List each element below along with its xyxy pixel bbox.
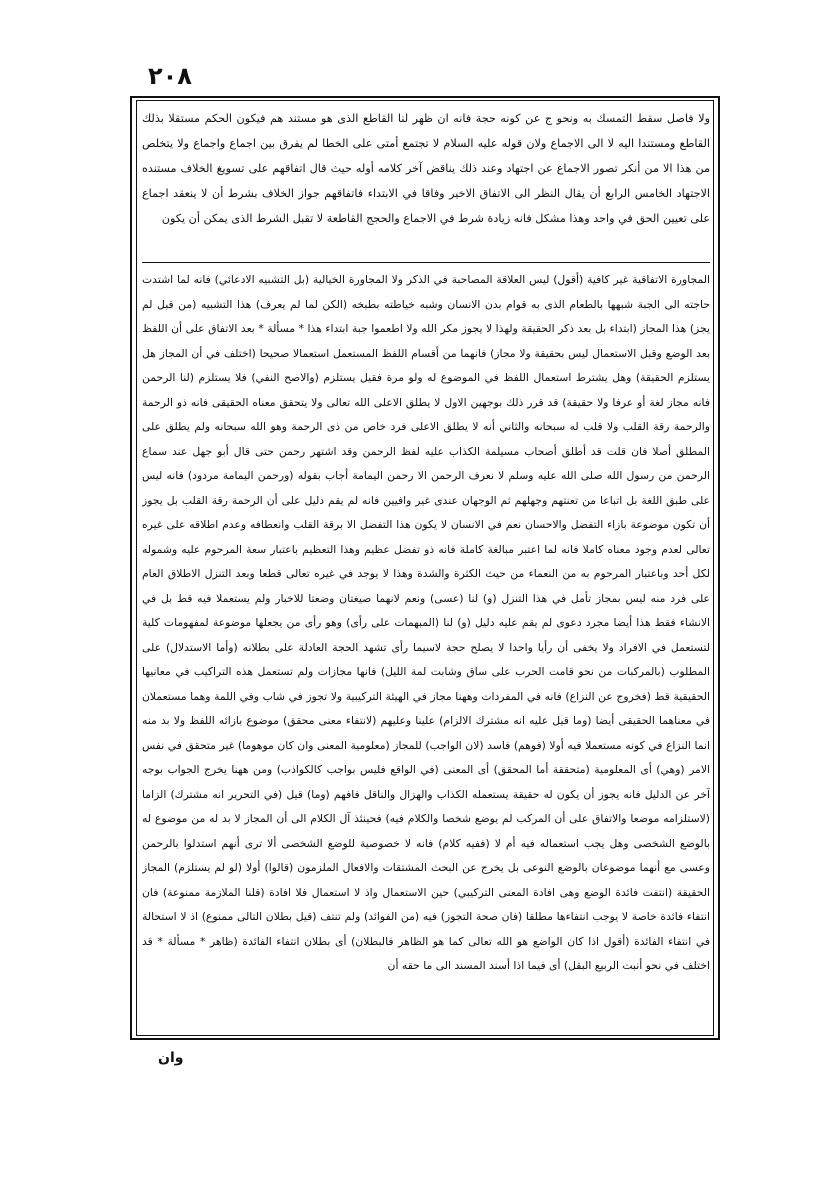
page-number: ٢٠٨	[148, 62, 192, 90]
main-text-block	[142, 106, 710, 258]
section-divider	[142, 262, 710, 263]
commentary-block	[142, 268, 710, 1030]
catchword: وان	[158, 1050, 184, 1066]
commentary-paragraph: المجاورة الاتفاقية غير كافية (أقول) ليس العلاقة المصاحبة في الذكر ولا المجاورة الخيالية (بل التشبيه الادعائي) فانه لما اشتدت حاجته الى الجبة شبهها بالطعام الذى به قوام بدن الانسان وشبه خياطته بطبخه (الكن لما لم يعرف) هذا التشبيه (من قبل لم يجز) هذا المجاز (ابتداء بل بعد ذكر الحقيقة ولهذا لا يجوز مكر الله ولا اطعموا جبة ابتداء هذا * مسألة * بعد الاتفاق على أن اللفظ بعد الوضع وقبل الاستعمال ليس بحقيقة ولا مجاز) فانهما من أقسام اللفظ المستعمل استعمالا صحيحا (اختلف في أن المجاز هل يستلزم الحقيقة) وهل يشترط استعمال اللفظ في الموضوع له ولو مرة فقيل يستلزم (والاصح النفي) فلا يستلزم (لنا الرحمن فانه مجاز لغة أو عرفا ولا حقيقة) قد قرر ذلك بوجهين الاول لا يطلق الاعلى الله تعالى ولا يتحقق معناه الحقيقى فانه ذو الرحمة والرحمة رقة القلب ولا قلب له سبحانه والثاني أنه لا يطلق الاعلى فرد خاص من ذى الرحمة وهو الله سبحانه ولم يطلق على المطلق أصلا فان قلت قد أطلق أصحاب مسيلمة الكذاب عليه لفظ الرحمن وقد اشتهر رحمن حتى قال أبو جهل عند سماع الرحمن من رسول الله صلى الله عليه وسلم لا نعرف الرحمن الا رحمن اليمامة أجاب بقوله (ورحمن اليمامة مردود) فانه ليس على طبق اللغة بل اتباعا من تعنتهم وجهلهم ثم الوجهان عندى غير وافيين فانه لم يقم دليل على أن الرحمة رقة القلب بل يجوز أن تكون موضوعة بازاء التفضل والاحسان نعم في الانسان لا يكون هذا التفضل الا برقة القلب وانعطافه وعدم اطلاقه على غيره تعالى لعدم وجود معناه كاملا فانه لما اعتبر مبالغة كاملة فانه ذو تفضل عظيم وهذا التعظيم باعتبار سعة المرحوم عليه وشموله لكل أحد وباعتبار المرحوم به من النعماء من حيث الكثرة والشدة وهذا لا يوجد في غيره تعالى قطعا وبعد التنزل الاطلاق العام على فرد منه ليس بمجاز تأمل في هذا التنزل (و) لنا (عسى) ونعم لانهما صيغتان وضعتا للاخبار ولم يستعملا فيه قط بل في الانشاء فقط هذا أيضا مجرد دعوى لم يقم عليه دليل (و) لنا (المبهمات على رأى) وهو رأى من يجعلها موضوعة لمفهومات كلية لتستعمل في الافراد ولا يخفى أن رأيا واحدا لا يصلح حجة لاسيما رأى تشهد الحجة العادلة على بطلانه (وأما الاستدلال) على المطلوب (بالمركبات من نحو قامت الحرب على ساق وشابت لمة الليل) فانها مجازات ولم تستعمل هذه التراكيب في معانيها الحقيقية قط (فخروج عن النزاع) فانه في المفردات وههنا مجاز في الهيئة التركيبية ولا تجوز في شاب وفي اللمة وهما مستعملان في معناهما الحقيقى أيضا (وما قيل عليه انه مشترك الالزام) علينا وعليهم (لانتفاء معنى محقق) موضوع بازائه اللفظ ولا بد منه انما النزاع في كونه مستعملا فيه أولا (فوهم) فاسد (لان الواجب) للمجاز (معلومية المعنى وان كان موهوما) غير متحقق في نفس الامر (وهي) أى المعلومية (متحققة أما المحقق) أى المعنى (في الواقع فليس بواجب كالكواذب) ومن ههنا يخرج الجواب بوجه آخر عن الدليل فانه يجوز أن يكون له حقيقة يستعمله الكذاب والهزال والناقل فافهم (وما) قيل (في التحرير انه مشترك) الزاما (لاستلزامه موضعا والاتفاق على أن المركب لم يوضع شخصا والكلام فيه) فحينئذ آل الكلام الى أن المجاز لا بد له من موضوع له بالوضع الشخصى وهل يجب استعماله فيه أم لا (ففيه كلام) فانه لا خصوصية للوضع الشخصى ألا ترى أنهم استدلوا بالرحمن وعسى مع أنهما موضوعان بالوضع النوعى بل يخرج عن البحث المشتقات والافعال الملزمون (قالوا) أولا (لو لم يستلزم) المجاز الحقيقة (انتفت فائدة الوضع وهى افادة المعنى التركيبي) حين الاستعمال واذ لا استعمال فلا افادة (قلنا الملازمة ممنوعة) فان انتفاء فائدة خاصة لا يوجب انتفاءها مطلقا (فان صحة التجوز) فيه (من الفوائد) ولم تنتف (قيل بطلان التالى ممنوع) اذ لا استحالة في انتفاء الفائدة (أقول اذا كان الواضع هو الله تعالى كما هو الظاهر فالبطلان) أى بطلان انتفاء الفائدة (ظاهر * مسألة * قد اختلف في نحو أنبت الربيع البقل) أى فيما اذا أسند المسند الى ما حقه أن	[142, 273, 710, 972]
main-text-paragraph: ولا فاصل سقط التمسك به ونحو ج عن كونه حجة فانه ان ظهر لنا القاطع الذى هو مستند هم فيكون الحكم مستقلا بذلك القاطع ومستندا اليه لا الى الاجماع ولان قوله عليه السلام لا تجتمع أمتى على الخطا لم يفرق بين اجماع واجماع ولا يتخلص من هذا الا من أنكر تصور الاجماع عن اجتهاد وعند ذلك يناقض آخر كلامه أوله حيث قال اتفاقهم على تسويغ الخلاف مستنده الاجتهاد الخامس الرابع أن يقال النظر الى الاتفاق الاخير وفاقا في الابتداء فاتفاقهم جواز الخلاف بشرط أن لا ينعقد اجماع على تعيين الحق في واحد وهذا مشكل فانه زيادة شرط في الاجماع والحجج القاطعة لا تقبل الشرط الذى يمكن أن يكون	[142, 112, 710, 225]
